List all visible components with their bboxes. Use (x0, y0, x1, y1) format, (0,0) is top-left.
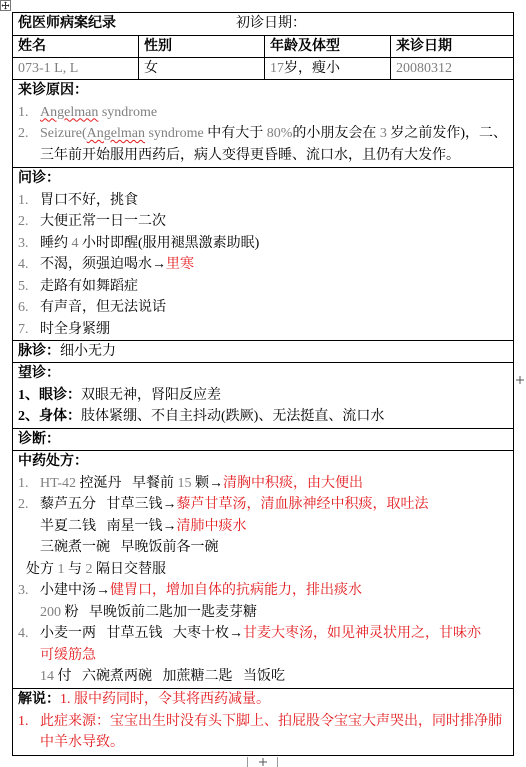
list-number: 3. (18, 235, 29, 251)
latin-run: Angelman syndrome (40, 104, 158, 120)
patient-value-row (13, 58, 513, 80)
explanation-text: 此症来源：宝宝出生时没有头下脚上、拍屁股令宝宝大声哭出，同时排净肺 (40, 713, 502, 729)
list-number: 6. (18, 300, 29, 315)
rx-line (18, 516, 513, 538)
spellcheck-flag: Angelman (86, 126, 145, 141)
pulse-text: 细小无力 (60, 344, 116, 359)
latin-run: 200 (40, 604, 61, 620)
inquiry-section[interactable] (13, 168, 513, 341)
list-item (18, 254, 513, 276)
rx-line (18, 580, 513, 602)
inquiry-note: 里寒 (166, 257, 194, 272)
title-row[interactable] (13, 13, 513, 36)
rx-line (18, 623, 513, 645)
list-number: 1. (18, 475, 29, 491)
header-sex[interactable]: 性别 (139, 36, 265, 57)
move-handle-icon (0, 0, 11, 11)
list-number: 4. (18, 257, 29, 272)
inquiry-text: 走路有如舞蹈症 (40, 278, 138, 294)
visit-reason-text (40, 105, 157, 120)
pulse-label: 脉诊： (18, 344, 60, 359)
diagnosis-label: 诊断： (18, 432, 60, 447)
inspection-item-label: 1、眼诊： (18, 387, 81, 403)
rx-line (18, 602, 513, 624)
case-record-table (12, 12, 514, 756)
rx-text: 200 粉 早晚饭前二匙加一匙麦芽糖 (40, 604, 257, 620)
explanation-label: 解说： (18, 692, 60, 707)
rx-line (18, 666, 513, 688)
list-item (18, 123, 513, 145)
pulse-line (18, 341, 513, 363)
rx-effect-note: 藜芦甘草汤，清血脉神经中积痰，取吐法 (176, 497, 429, 512)
patient-header-row (13, 36, 513, 58)
rx-line (18, 473, 513, 495)
record-title: 倪医师病案纪录 (18, 16, 116, 31)
plus-icon (516, 376, 525, 385)
inspection-text: 双眼无神，肾阳反应差 (81, 387, 221, 403)
rx-line (18, 559, 513, 581)
header-visit-date[interactable]: 来诊日期 (396, 39, 452, 54)
prescription-section[interactable] (13, 451, 513, 689)
latin-run: 15 (177, 475, 192, 491)
rx-line (18, 494, 513, 516)
list-number: 1. (18, 713, 29, 729)
inquiry-text: 不渴，须强迫喝水→ (40, 257, 166, 272)
visit-reason-section[interactable] (13, 80, 513, 168)
list-number: 5. (18, 278, 29, 294)
explanation-section[interactable] (13, 689, 513, 755)
diagnosis-section[interactable] (13, 429, 513, 451)
rx-effect-note: 可缓筋急 (40, 647, 96, 663)
inquiry-text: 有声音，但无法说话 (40, 300, 166, 315)
first-visit-date-label: 初诊日期： (236, 16, 306, 31)
latin-run: Seizure(Angelman syndrome (40, 126, 204, 141)
plus-icon (258, 758, 267, 767)
latin-run: 20080312 (396, 61, 452, 76)
visit-reason-text: 三年前开始服用西药后，病人变得更昏睡、流口水，且仍有大发作。 (40, 147, 460, 163)
list-number: 3. (18, 583, 29, 598)
list-item (18, 276, 513, 298)
rx-text: 14 付 六碗煮两碗 加蔗糖二匙 当饭吃 (40, 669, 285, 684)
list-item (18, 211, 513, 233)
insert-column-button[interactable] (515, 371, 525, 389)
inquiry-text: 胃口不好，挑食 (40, 192, 138, 208)
header-name[interactable]: 姓名 (13, 36, 139, 57)
prescription-label: 中药处方： (18, 454, 88, 469)
rx-text: 藜芦五分 甘草三钱→ (40, 497, 177, 512)
list-item-continuation (18, 145, 513, 167)
table-move-handle[interactable] (0, 0, 11, 11)
list-number: 2. (18, 497, 29, 512)
inquiry-label: 问诊： (18, 171, 60, 186)
inquiry-text: 大便正常一日一二次 (40, 214, 166, 229)
list-number: 4. (18, 626, 29, 641)
rx-effect-note: 清肺中痰水 (176, 518, 247, 534)
inquiry-text: 睡约 4 小时即醒(服用褪黑激素助眠) (40, 235, 260, 251)
inspection-item-label: 2、身体： (18, 409, 81, 424)
rx-text: HT-42 控涎丹 早餐前 15 颗→ (40, 475, 224, 491)
list-item (18, 102, 513, 124)
latin-run: 17 (270, 61, 284, 76)
explanation-text: 中羊水导致。 (40, 735, 124, 750)
rx-text: 处方 1 与 2 隔日交替服 (26, 561, 166, 577)
list-item (18, 406, 513, 428)
latin-run: 80% (266, 126, 293, 141)
rx-effect-note: 健胃口，增加自体的抗病能力，排出痰水 (110, 583, 362, 598)
list-item (18, 711, 513, 733)
rx-text: 三碗煮一碗 早晚饭前各一碗 (40, 540, 219, 555)
rx-line (18, 645, 513, 667)
rx-text: 半夏二钱 南星一钱→ (40, 518, 177, 534)
visit-reason-label: 来诊原因： (18, 83, 88, 98)
inspection-label: 望诊： (18, 366, 60, 381)
latin-run: 073-1 L, L (18, 61, 79, 76)
latin-run: 3 (379, 126, 387, 141)
latin-run: 4 (71, 235, 79, 251)
patient-sex[interactable]: 女 (139, 58, 265, 79)
inspection-text: 肢体紧绷、不自主抖动(跌厥)、无法挺直、流口水 (81, 409, 385, 424)
list-item (18, 190, 513, 212)
list-number: 1. (18, 192, 29, 208)
list-number: 7. (18, 321, 29, 337)
list-number: 1. (18, 104, 29, 120)
list-number: 2. (18, 214, 29, 229)
spellcheck-flag: Angelman (40, 104, 99, 120)
latin-run: 14 (40, 669, 54, 684)
latin-run: HT-42 (40, 475, 77, 491)
patient-id[interactable] (13, 58, 139, 79)
inquiry-text: 时全身紧绷 (40, 321, 110, 337)
latin-run: 1 (57, 561, 65, 577)
rx-line (18, 537, 513, 559)
list-number: 2. (18, 126, 29, 141)
rx-effect-note: 清胸中积痰，由大便出 (223, 475, 364, 491)
rx-text: 小麦一两 甘草五钱 大枣十枚→ (40, 626, 243, 641)
header-age-build[interactable]: 年龄及体型 (265, 36, 391, 57)
list-item (18, 319, 513, 341)
list-item (18, 233, 513, 255)
list-item-continuation (18, 732, 513, 754)
rx-effect-note: 甘麦大枣汤，如见神灵状用之，甘味亦 (243, 626, 481, 641)
pulse-section[interactable] (13, 341, 513, 363)
patient-age-build[interactable]: 17岁，瘦小 (265, 58, 391, 79)
list-item (18, 385, 513, 407)
explanation-text: 1. 服中药同时，令其将西药减量。 (60, 692, 270, 707)
patient-visit-date[interactable] (391, 58, 513, 79)
list-item (18, 297, 513, 319)
visit-reason-text: Seizure(Angelman syndrome 中有大于 80%的小朋友会在 3 岁之前发作)，二、 (40, 126, 508, 141)
latin-run: 2 (85, 561, 93, 577)
inspection-section[interactable] (13, 363, 513, 429)
rx-text: 小建中汤→ (40, 583, 110, 598)
explanation-line (18, 689, 513, 711)
insert-row-button[interactable] (247, 757, 278, 767)
